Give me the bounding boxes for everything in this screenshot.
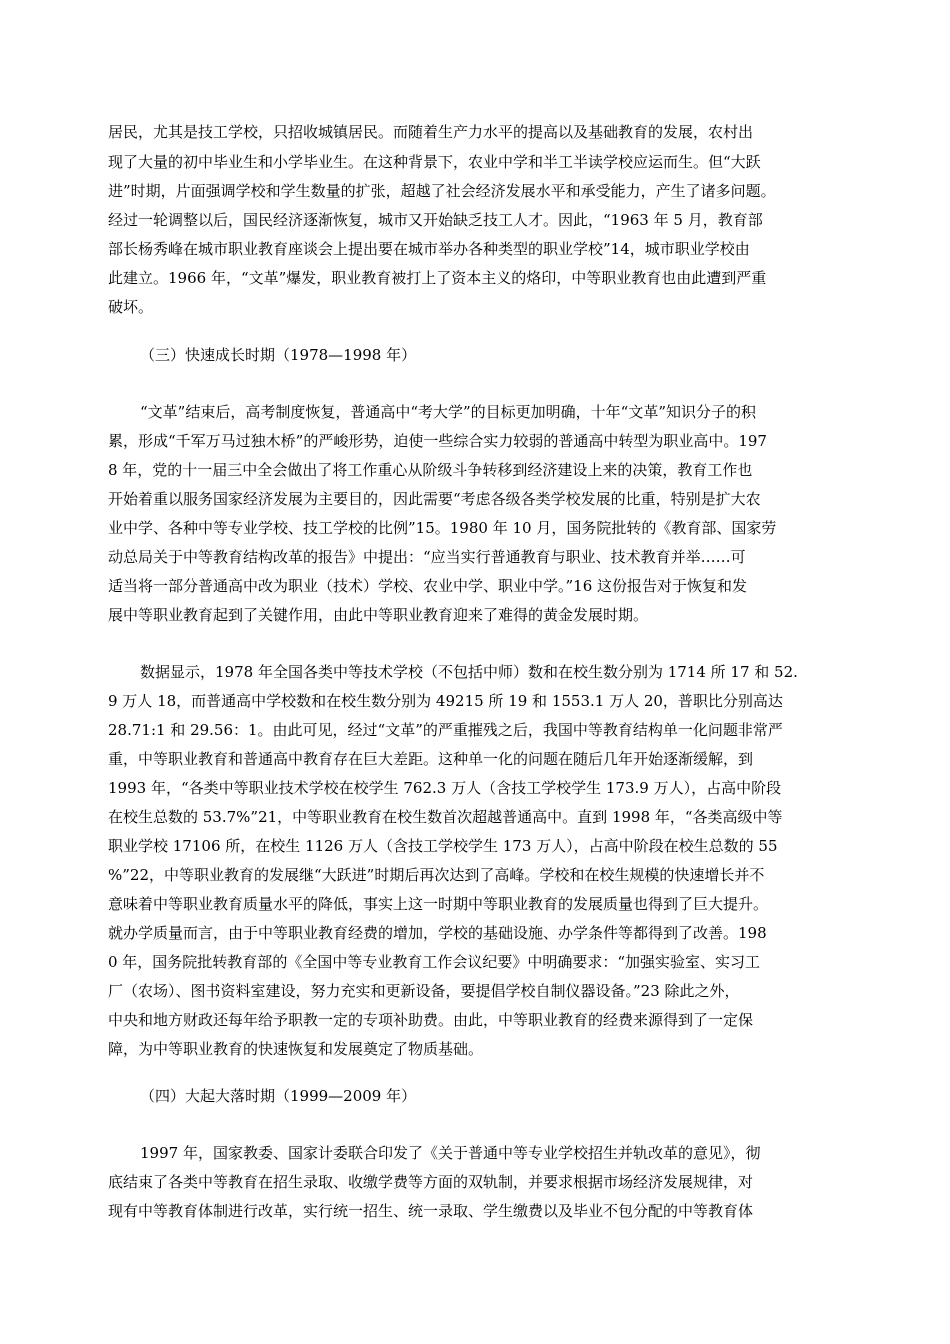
paragraph-1-line: 居民，尤其是技工学校，只招收城镇居民。而随着生产力水平的提高以及基础教育的发展，农村出 — [108, 123, 754, 141]
paragraph-3-line: 就办学质量而言，由于中等职业教育经费的增加，学校的基础设施、办学条件等都得到了改善。198 — [108, 924, 767, 942]
paragraph-4-line: 现有中等教育体制进行改革，实行统一招生、统一录取、学生缴费以及毕业不包分配的中等教育体 — [108, 1202, 754, 1220]
paragraph-3-line: 9 万人 18，而普通高中学校数和在校生数分别为 49215 所 19 和 1553.1 万人 20，普职比分别高达 — [108, 692, 783, 710]
paragraph-2-line: 适当将一部分普通高中改为职业（技术）学校、农业中学、职业中学。”16 这份报告对于恢复和发 — [108, 577, 748, 595]
paragraph-2-line: 开始着重以服务国家经济发展为主要目的，因此需要“考虑各级各类学校发展的比重，特别是扩大农 — [108, 490, 761, 508]
paragraph-3-line: 中央和地方财政还每年给予职教一定的专项补助费。由此，中等职业教育的经费来源得到了一定保 — [108, 1011, 754, 1029]
paragraph-1-line: 破坏。 — [108, 298, 154, 316]
paragraph-4-line: 1997 年，国家教委、国家计委联合印发了《关于普通中等专业学校招生并轨改革的意见》，彻 — [140, 1144, 761, 1162]
paragraph-3-line: %”22，中等职业教育的发展继“大跃进”时期后再次达到了高峰。学校和在校生规模的快速增长并不 — [108, 866, 765, 884]
section-heading-4: （四）大起大落时期（1999—2009 年） — [140, 1087, 417, 1105]
paragraph-2-line: 8 年，党的十一届三中全会做出了将工作重心从阶级斗争转移到经济建设上来的决策，教育工作也 — [108, 461, 753, 479]
section-heading-3: （三）快速成长时期（1978—1998 年） — [140, 346, 417, 364]
paragraph-3-line: 职业学校 17106 所，在校生 1126 万人（含技工学校学生 173 万人），占高中阶段在校生总数的 55 — [108, 837, 778, 855]
paragraph-2-line: 动总局关于中等教育结构改革的报告》中提出：“应当实行普通教育与职业、技术教育并举……可 — [108, 548, 746, 566]
paragraph-2-line: 累，形成“千军万马过独木桥”的严峻形势，迫使一些综合实力较弱的普通高中转型为职业高中。197 — [108, 432, 767, 450]
paragraph-3-line: 0 年，国务院批转教育部的《全国中等专业教育工作会议纪要》中明确要求：“加强实验室、实习工 — [108, 953, 760, 971]
paragraph-3-line: 厂（农场）、图书资料室建设，努力充实和更新设备，要提倡学校自制仪器设备。”23 除此之外， — [108, 982, 740, 1000]
paragraph-4-line: 底结束了各类中等教育在招生录取、收缴学费等方面的双轨制，并要求根据市场经济发展规律，对 — [108, 1173, 754, 1191]
paragraph-2-line: 展中等职业教育起到了关键作用，由此中等职业教育迎来了难得的黄金发展时期。 — [108, 606, 649, 624]
paragraph-1-line: 进”时期，片面强调学校和学生数量的扩张，超越了社会经济发展水平和承受能力，产生了诸多问题。 — [108, 182, 776, 200]
paragraph-3-line: 重，中等职业教育和普通高中教育存在巨大差距。这种单一化的问题在随后几年开始逐渐缓解，到 — [108, 750, 754, 768]
paragraph-3-line: 28.71:1 和 29.56：1。由此可见，经过“文革”的严重摧残之后，我国中等教育结构单一化问题非常严 — [108, 721, 783, 739]
paragraph-1-line: 现了大量的初中毕业生和小学毕业生。在这种背景下，农业中学和半工半读学校应运而生。但“大跃 — [108, 153, 761, 171]
paragraph-1-line: 部长杨秀峰在城市职业教育座谈会上提出要在城市举办各种类型的职业学校”14，城市职业学校由 — [108, 240, 750, 258]
paragraph-1-line: 经过一轮调整以后，国民经济逐渐恢复，城市又开始缺乏技工人才。因此，“1963 年 5 月，教育部 — [108, 211, 763, 229]
paragraph-3-line: 障，为中等职业教育的快速恢复和发展奠定了物质基础。 — [108, 1040, 484, 1058]
paragraph-3-line: 意味着中等职业教育质量水平的降低，事实上这一时期中等职业教育的发展质量也得到了巨大提升。 — [108, 895, 769, 913]
paragraph-2-line: 业中学、各种中等专业学校、技工学校的比例”15。1980 年 10 月，国务院批转的《教育部、国家劳 — [108, 519, 777, 537]
paragraph-3-line: 1993 年，“各类中等职业技术学校在校学生 762.3 万人（含技工学校学生 173.9 万人），占高中阶段 — [108, 779, 782, 797]
paragraph-3-line: 数据显示，1978 年全国各类中等技术学校（不包括中师）数和在校生数分别为 1714 所 17 和 52. — [140, 663, 798, 681]
paragraph-1-line: 此建立。1966 年，“文革”爆发，职业教育被打上了资本主义的烙印，中等职业教育也由此遭到严重 — [108, 269, 767, 287]
paragraph-2-line: “文革”结束后，高考制度恢复，普通高中“考大学”的目标更加明确，十年“文革”知识分子的积 — [140, 403, 757, 421]
paragraph-3-line: 在校生总数的 53.7%”21，中等职业教育在校生数首次超越普通高中。直到 1998 年，“各类高级中等 — [108, 808, 783, 826]
